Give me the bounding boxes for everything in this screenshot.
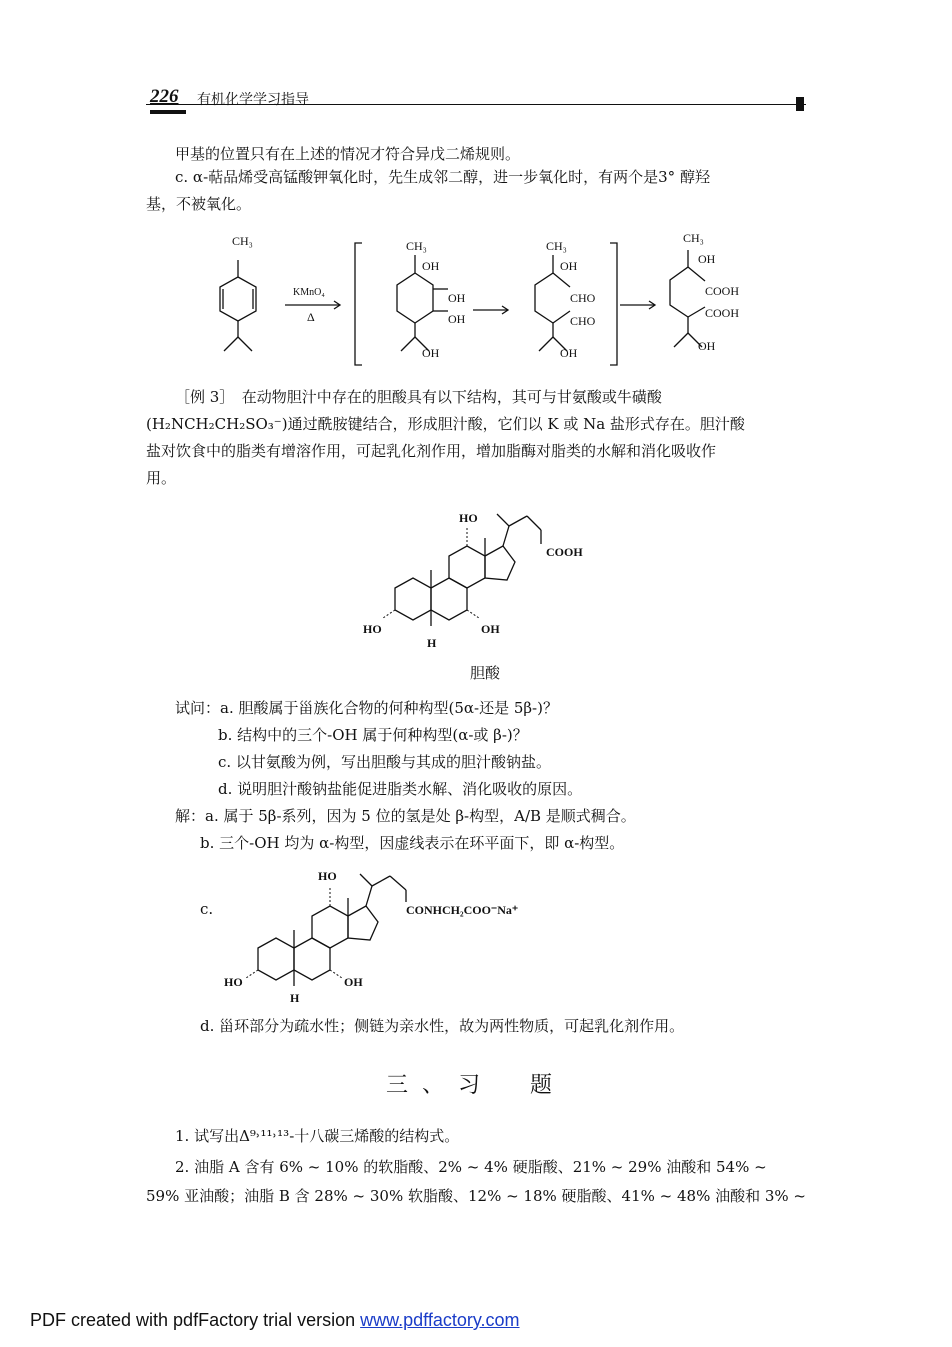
example3-line4: 用。	[146, 469, 177, 487]
answer-a: 解：a. 属于 5β-系列，因为 5 位的氢是处 β-构型，A/B 是顺式稠合。	[175, 807, 636, 825]
header-underbar	[150, 110, 186, 114]
exercise-2-line1: 2. 油脂 A 含有 6% ~ 10% 的软脂酸、2% ~ 4% 硬脂酸、21% ~ 29% 油酸和 54% ~	[175, 1158, 767, 1176]
text-line1: 甲基的位置只有在上述的情况才符合异戊二烯规则。	[175, 145, 521, 163]
section-title: 三、习 题	[385, 1073, 566, 1098]
cooh-label: COOH	[705, 284, 740, 298]
header-rule	[146, 104, 806, 105]
h-label: H	[427, 636, 437, 650]
ho-label: HO	[318, 869, 337, 883]
answer-c-label: c.	[200, 900, 214, 918]
oh-label: OH	[448, 291, 466, 305]
footer-text: PDF created with pdfFactory trial version	[30, 1310, 361, 1330]
oh-label: OH	[448, 312, 466, 326]
page-number: 226	[150, 86, 179, 107]
example3-line1: ［例 3］ 在动物胆汁中存在的胆酸具有以下结构，其可与甘氨酸或牛磺酸	[175, 388, 662, 406]
text-line3: 基，不被氧化。	[146, 195, 252, 213]
ho-label: HO	[459, 511, 478, 525]
cooh-label: COOH	[705, 306, 740, 320]
oh-label: OH	[481, 622, 500, 636]
question-a: 试问：a. 胆酸属于甾族化合物的何种构型(5α-还是 5β-)？	[175, 699, 558, 717]
side-chain-label: CONHCH₂COO⁻Na⁺	[406, 903, 519, 917]
oh-label: OH	[560, 346, 578, 360]
ho-label: HO	[363, 622, 382, 636]
question-d: d. 说明胆汁酸钠盐能促进脂类水解、消化吸收的原因。	[218, 780, 583, 798]
heat-label: Δ	[307, 310, 315, 324]
cooh-label: COOH	[546, 545, 583, 559]
cholic-acid-caption: 胆酸	[470, 664, 501, 682]
ch3-label: CH₃	[232, 234, 253, 248]
oh-label: OH	[422, 259, 440, 273]
oh-label: OH	[698, 339, 716, 353]
answer-d: d. 甾环部分为疏水性；侧链为亲水性，故为两性物质，可起乳化剂作用。	[200, 1017, 685, 1035]
cholic-acid-structure	[355, 500, 615, 660]
reagent-label: KMnO₄	[293, 287, 325, 298]
oh-label: OH	[422, 346, 440, 360]
cho-label: CHO	[570, 291, 596, 305]
text-line2: c. α-萜品烯受高锰酸钾氧化时，先生成邻二醇，进一步氧化时，有两个是3° 醇羟	[175, 168, 710, 186]
cho-label: CHO	[570, 314, 596, 328]
question-b: b. 结构中的三个-OH 属于何种构型(α-或 β-)？	[218, 726, 528, 744]
oh-label: OH	[560, 259, 578, 273]
book-title: 有机化学学习指导	[197, 92, 309, 108]
bile-salt-structure	[220, 862, 560, 1012]
ch3-label: CH₃	[546, 239, 567, 253]
ch3-label: CH₃	[406, 239, 427, 253]
question-c: c. 以甘氨酸为例，写出胆酸与其成的胆汁酸钠盐。	[218, 753, 551, 771]
ch3-label: CH₃	[683, 231, 704, 245]
header-marker	[796, 97, 804, 111]
h-label: H	[290, 991, 300, 1005]
exercise-2-line2: 59% 亚油酸；油脂 B 含 28% ~ 30% 软脂酸、12% ~ 18% 硬脂酸、41% ~ 48% 油酸和 3% ~	[146, 1187, 806, 1205]
ho-label: HO	[224, 975, 243, 989]
example3-line2: (H₂NCH₂CH₂SO₃⁻)通过酰胺键结合，形成胆汁酸，它们以 K 或 Na 盐形式存在。胆汁酸	[146, 415, 745, 433]
oh-label: OH	[698, 252, 716, 266]
answer-b: b. 三个-OH 均为 α-构型，因虚线表示在环平面下，即 α-构型。	[200, 834, 625, 852]
pdf-footer	[30, 1310, 520, 1331]
oxidation-scheme	[190, 225, 790, 375]
oh-label: OH	[344, 975, 363, 989]
footer-link[interactable]: www.pdffactory.com	[360, 1310, 520, 1330]
example3-line3: 盐对饮食中的脂类有增溶作用，可起乳化剂作用，增加脂酶对脂类的水解和消化吸收作	[146, 442, 717, 460]
exercise-1: 1. 试写出Δ⁹˒¹¹˒¹³-十八碳三烯酸的结构式。	[175, 1127, 460, 1145]
